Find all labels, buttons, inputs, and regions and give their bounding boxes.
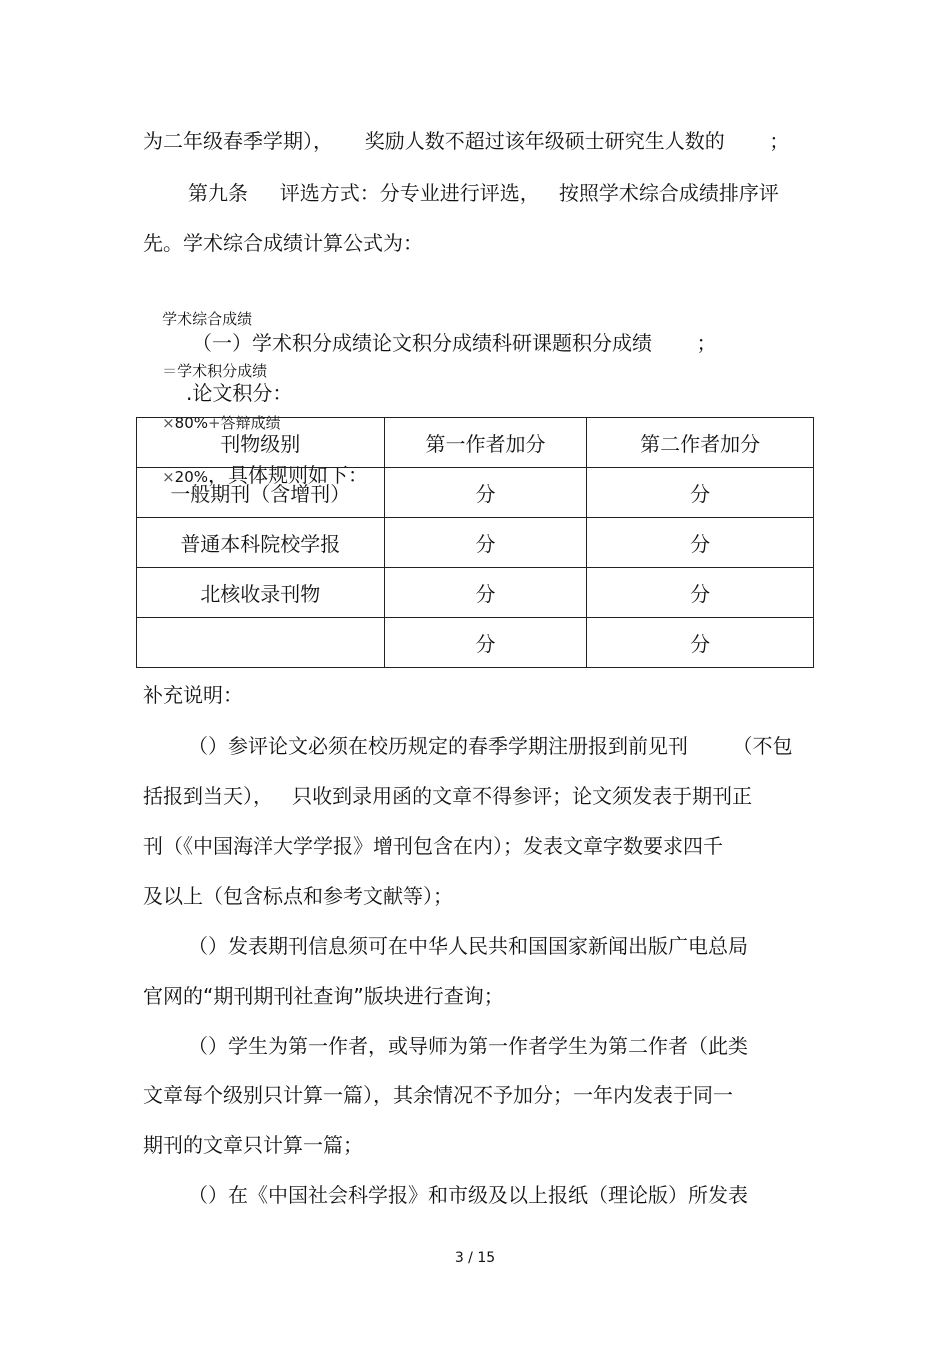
table-row: [137, 568, 814, 618]
table-cell: [137, 618, 385, 668]
formula-term: 学术综合成绩: [162, 310, 253, 328]
supplement-line: 刊（《中国海洋大学学报》增刊包含在内）；发表文章字数要求四千: [143, 834, 723, 858]
supplement-line: （）参评论文必须在校历规定的春季学期注册报到前见刊 （不包: [188, 734, 793, 758]
formula-term: 学术积分成绩: [177, 362, 268, 380]
section-heading: （一）学术积分成绩论文积分成绩科研课题积分成绩 ；: [192, 331, 717, 355]
formula-times: ×: [162, 414, 175, 432]
supplement-line: 及以上（包含标点和参考文献等）；: [143, 884, 453, 908]
table-header-row: [137, 418, 814, 468]
supplement-line: （）发表期刊信息须可在中华人民共和国国家新闻出版广电总局: [188, 934, 748, 958]
table-row: [137, 518, 814, 568]
formula-equals: ＝: [162, 362, 178, 380]
formula-tail: ，具体规则如下：: [208, 463, 368, 487]
table-row: [137, 618, 814, 668]
header-cell: 第一作者加分: [384, 418, 587, 468]
table-cell: 分: [384, 568, 587, 618]
formula-plus: +: [208, 414, 221, 432]
formula-percent: 80%: [174, 414, 208, 432]
page-number: 3 / 15: [454, 1250, 496, 1266]
header-cell: 第二作者加分: [587, 418, 814, 468]
table-cell: 分: [587, 518, 814, 568]
supplement-line: 官网的“期刊期刊社查询”版块进行查询；: [143, 984, 504, 1008]
formula-percent: 20%: [174, 468, 208, 486]
table-row: [137, 468, 814, 518]
table-cell: 分: [587, 468, 814, 518]
header-cell: 刊物级别: [137, 418, 385, 468]
table-cell: 一般期刊（含增刊）: [137, 468, 385, 518]
supplement-title: 补充说明：: [143, 683, 243, 707]
supplement-line: 期刊的文章只计算一篇；: [143, 1133, 363, 1157]
table-cell: 分: [384, 468, 587, 518]
table-cell: 分: [384, 518, 587, 568]
table-cell: 分: [587, 618, 814, 668]
journal-score-table: [136, 417, 814, 668]
formula-term: 答辩成绩: [220, 414, 281, 432]
table-cell: 北核收录刊物: [137, 568, 385, 618]
supplement-line: 括报到当天）， 只收到录用函的文章不得参评；论文须发表于期刊正: [143, 784, 753, 808]
table-cell: 分: [384, 618, 587, 668]
formula-times: ×: [162, 468, 175, 486]
table-cell: 普通本科院校学报: [137, 518, 385, 568]
table-cell: 分: [587, 568, 814, 618]
paragraph-line: 先。学术综合成绩计算公式为：: [143, 231, 423, 255]
article-nine-line: 第九条 评选方式：分专业进行评选， 按照学术综合成绩排序评: [188, 181, 779, 205]
supplement-line: （）在《中国社会科学报》和市级及以上报纸（理论版）所发表: [188, 1183, 748, 1207]
paragraph-line: 为二年级春季学期）， 奖励人数不超过该年级硕士研究生人数的 ；: [143, 129, 790, 153]
supplement-line: （）学生为第一作者，或导师为第一作者学生为第二作者（此类: [188, 1034, 748, 1058]
supplement-line: 文章每个级别只计算一篇），其余情况不予加分；一年内发表于同一: [143, 1083, 733, 1107]
subsection-heading: .论文积分：: [186, 381, 293, 405]
